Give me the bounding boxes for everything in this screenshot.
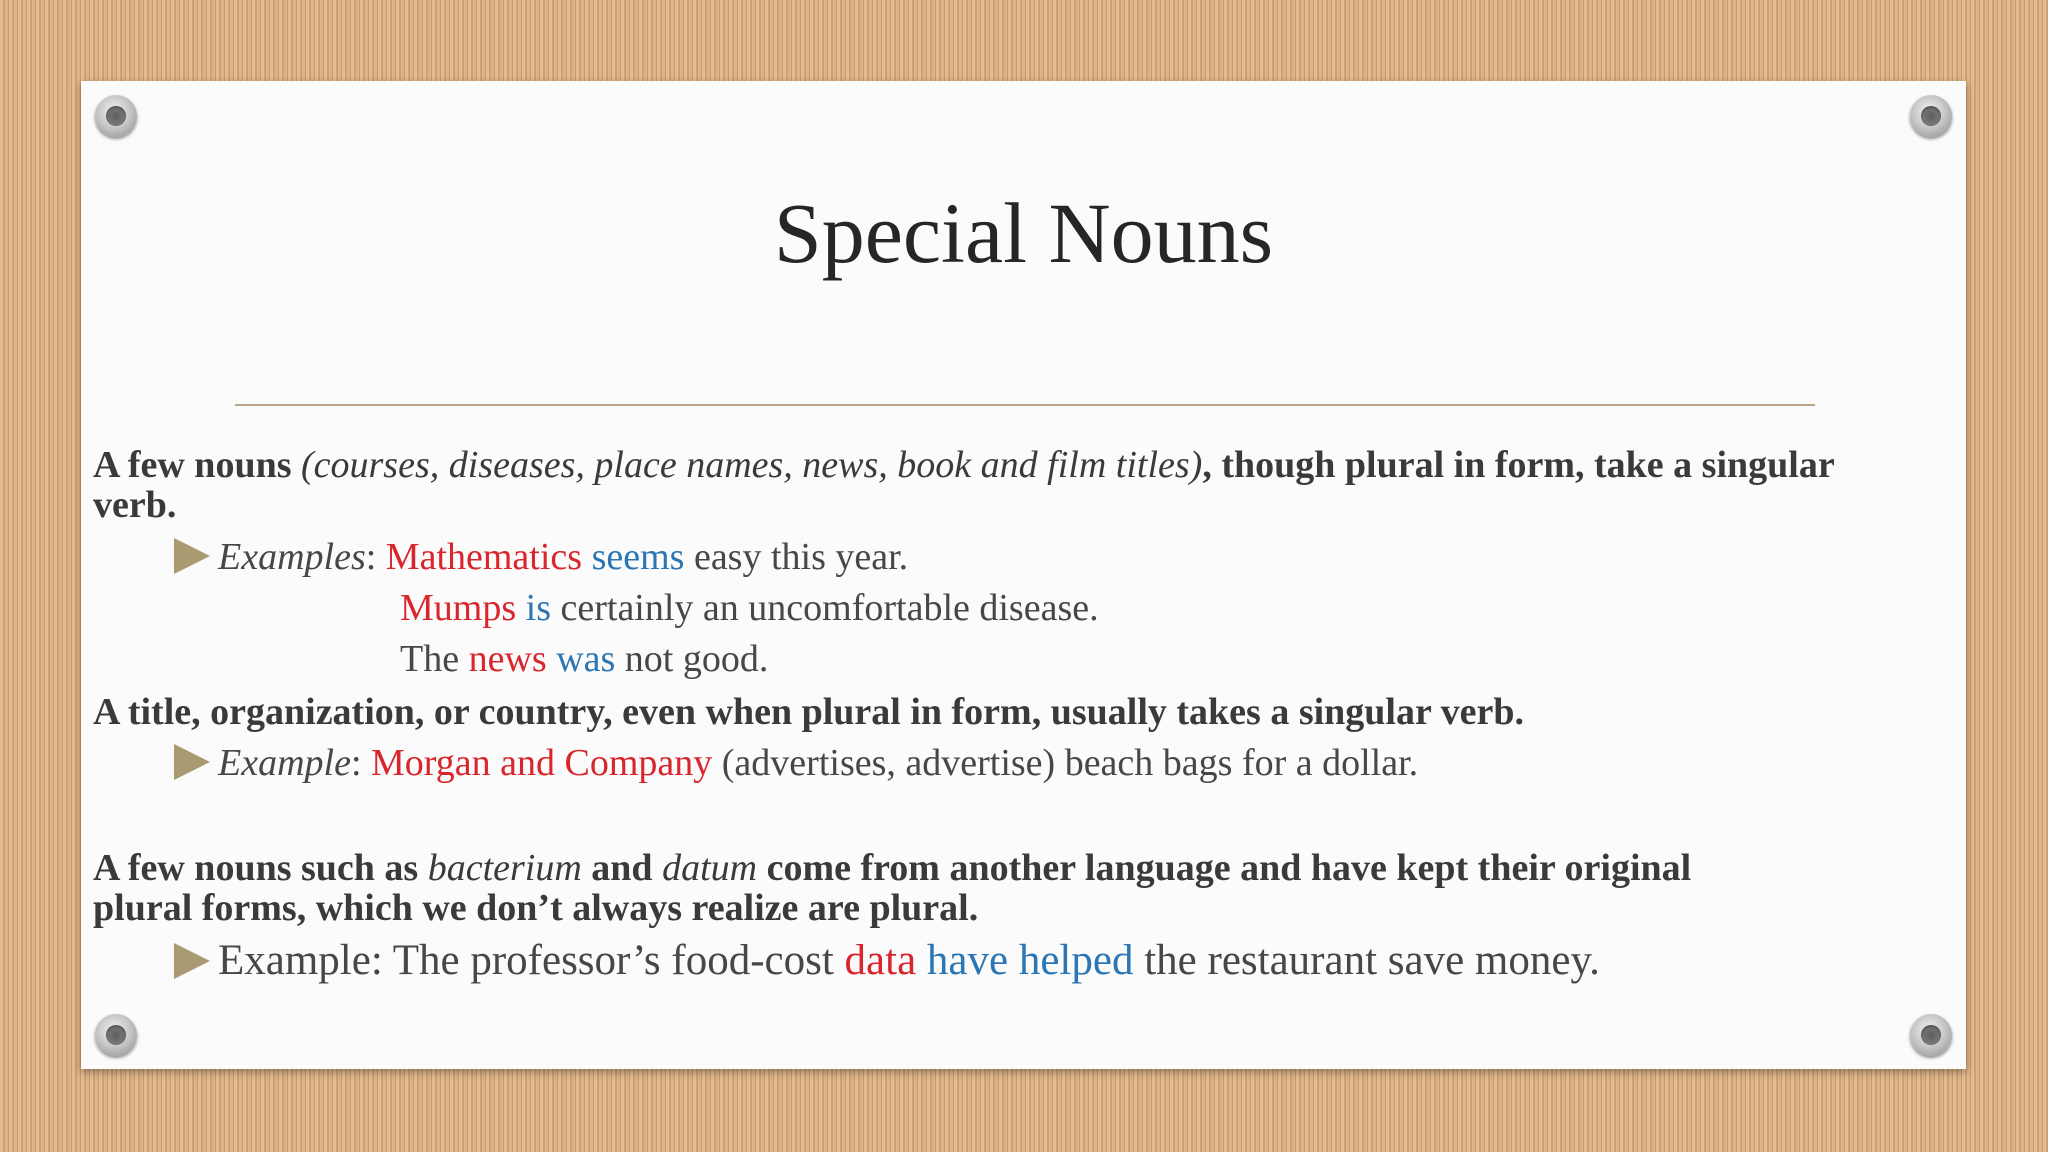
triangle-bullet-icon xyxy=(174,744,210,780)
example-tail: easy this year. xyxy=(693,536,909,578)
rule-3-line-2: plural forms, which we don’t always realize are plural. xyxy=(93,887,979,929)
example-subject: news xyxy=(468,638,547,680)
example-tail: not good. xyxy=(624,638,769,680)
grommet-icon xyxy=(1910,95,1952,137)
example-verb: have helped xyxy=(926,937,1134,984)
grommet-icon xyxy=(95,1014,137,1056)
rule-1-line-2: verb. xyxy=(93,484,177,526)
example-tail: certainly an uncomfortable disease. xyxy=(560,587,1099,629)
examples-3-line-1 xyxy=(174,936,1600,985)
example-subject: Mathematics xyxy=(385,536,583,578)
examples-1-line-1 xyxy=(174,535,908,579)
slide-title: Special Nouns xyxy=(773,185,1274,281)
example-subject: Morgan and Company xyxy=(371,742,713,784)
example-label: Example xyxy=(218,742,351,784)
rule-3-line-1 xyxy=(93,848,1691,888)
rule-1-paren-items: courses, diseases, place names, news, book and film titles xyxy=(313,444,1190,486)
triangle-bullet-icon xyxy=(174,538,210,574)
colon: : xyxy=(350,742,372,784)
rule-2: A title, organization, or country, even when plural in form, usually takes a singular verb. xyxy=(93,691,1525,733)
colon: : xyxy=(365,536,386,578)
examples-1-line-3 xyxy=(400,637,768,681)
examples-1-line-2 xyxy=(400,586,1099,630)
examples-2-line-1 xyxy=(174,741,1418,785)
rule-3-part-1: A few nouns such as xyxy=(93,847,428,889)
example-subject: Mumps xyxy=(400,587,517,629)
rule-3-part-2: and xyxy=(581,847,663,889)
rule-1-line-1 xyxy=(93,445,1835,485)
example-head: The xyxy=(400,638,460,680)
triangle-bullet-icon xyxy=(174,943,210,979)
example-verb: seems xyxy=(591,536,685,578)
grommet-icon xyxy=(1910,1014,1952,1056)
grommet-icon xyxy=(95,95,137,137)
rule-3-part-3: come from another language and have kept their original xyxy=(757,847,1692,889)
example-tail: the restaurant save money. xyxy=(1144,937,1600,984)
example-subject: data xyxy=(844,937,917,984)
rule-1-lead: A few nouns xyxy=(93,444,292,486)
paren-close: ) xyxy=(1189,444,1203,486)
example-verb: is xyxy=(525,587,551,629)
rule-3-word-1: bacterium xyxy=(427,847,582,889)
paren-open: ( xyxy=(291,444,314,486)
rule-3-word-2: datum xyxy=(662,847,758,889)
examples-label: Examples xyxy=(218,536,366,578)
title-divider xyxy=(235,404,1815,406)
example-tail: (advertises, advertise) beach bags for a dollar. xyxy=(721,742,1419,784)
example-verb: was xyxy=(556,638,616,680)
example-head: Example: The professor’s food-cost xyxy=(218,937,845,984)
rule-1-rest: , though plural in form, take a singular xyxy=(1202,444,1835,486)
